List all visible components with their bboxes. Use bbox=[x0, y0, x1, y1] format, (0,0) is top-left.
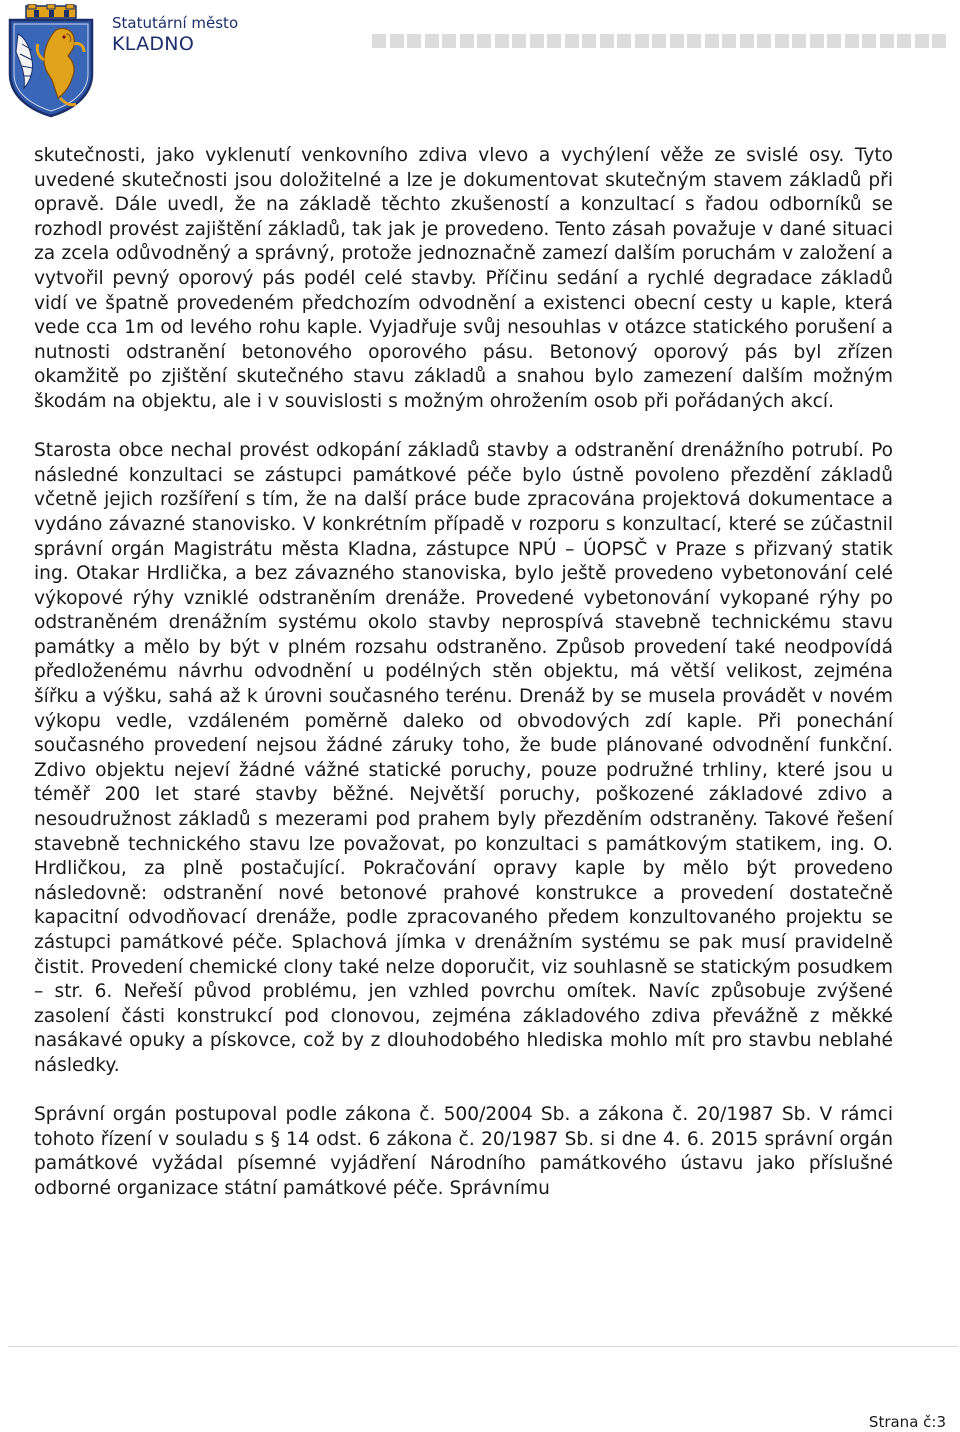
paragraph: Správní orgán postupoval podle zákona č. 500/2004 Sb. a zákona č. 20/1987 Sb. V rámci tohoto řízení v souladu s § 14 odst. 6 zákona č. 20/1987 Sb. si dne 4. 6. 2015 správní orgán památkové vyžádal písemné vyjádření Národního památkového ústavu jako příslušné odborné organizace státní památkové péče. Správnímu bbox=[34, 1104, 893, 1199]
decorative-square bbox=[372, 34, 386, 48]
decorative-square bbox=[670, 34, 684, 48]
decorative-square bbox=[565, 34, 579, 48]
document-body bbox=[34, 144, 893, 1226]
decorative-square bbox=[495, 34, 509, 48]
brand-title: KLADNO bbox=[112, 33, 195, 55]
decorative-square bbox=[635, 34, 649, 48]
page-header bbox=[0, 0, 960, 120]
decorative-square bbox=[845, 34, 859, 48]
decorative-square bbox=[407, 34, 421, 48]
decorative-square bbox=[442, 34, 456, 48]
decorative-square bbox=[617, 34, 631, 48]
decorative-square bbox=[460, 34, 474, 48]
decorative-square bbox=[425, 34, 439, 48]
city-brand bbox=[112, 14, 238, 56]
decorative-square bbox=[582, 34, 596, 48]
decorative-square bbox=[705, 34, 719, 48]
decorative-square bbox=[810, 34, 824, 48]
decorative-square bbox=[880, 34, 894, 48]
city-coat-of-arms-icon bbox=[4, 4, 98, 118]
page-number: Strana č:3 bbox=[868, 1413, 946, 1431]
decorative-square bbox=[722, 34, 736, 48]
decorative-square bbox=[512, 34, 526, 48]
decorative-square bbox=[530, 34, 544, 48]
decorative-square bbox=[600, 34, 614, 48]
decorative-square bbox=[932, 34, 946, 48]
header-decorative-squares bbox=[372, 34, 957, 50]
decorative-square bbox=[477, 34, 491, 48]
paragraph: skutečnosti, jako vyklenutí venkovního zdiva vlevo a vychýlení věže ze svislé osy. Tyto uvedené skutečnosti jsou doložitelné a lze je dokumentovat skutečným stavem základů při opravě. Dále uvedl, že na základě těchto zkušeností a konzultací s řadou odborníků se rozhodl provést zajištění základů, tak jak je provedeno. Tento zásah považuje v dané situaci za zcela odůvodněný a správný, protože jednoznačně zamezí dalším poruchám v založení a vytvořil pevný oporový pás podél celé stavby. Příčinu sedání a rychlé degradace základů vidí ve špatně provedeném předchozím odvodnění a existenci obecní cesty u kaple, která vede cca 1m od levého rohu kaple. Vyjadřuje svůj nesouhlas v otázce statického porušení a nutnosti odstranění betonového oporového pásu. Betonový oporový pás byl zřízen okamžitě po zjištění skutečného stavu základů a snahou bylo zamezení dalším možným škodám na objektu, ale i v souvislosti s možným ohrožením osob při pořádaných akcí. bbox=[34, 145, 893, 412]
brand-subtitle: Statutární město bbox=[112, 14, 239, 32]
decorative-square bbox=[792, 34, 806, 48]
decorative-square bbox=[862, 34, 876, 48]
decorative-square bbox=[757, 34, 771, 48]
footer-divider bbox=[8, 1346, 958, 1347]
decorative-square bbox=[547, 34, 561, 48]
decorative-square bbox=[652, 34, 666, 48]
decorative-square bbox=[915, 34, 929, 48]
decorative-square bbox=[827, 34, 841, 48]
decorative-square bbox=[390, 34, 404, 48]
decorative-square bbox=[687, 34, 701, 48]
decorative-square bbox=[897, 34, 911, 48]
paragraph: Starosta obce nechal provést odkopání základů stavby a odstranění drenážního potrubí. Po následné konzultaci se zástupci památkové péče bylo ústně povoleno přezdění základů včetně jejich rozšíření s tím, že na další práce bude zpracována projektová dokumentace a vydáno závazné stanovisko. V konkrétním případě v rozporu s konzultací, které se zúčastnil správní orgán Magistrátu města Kladna, zástupce NPÚ – ÚOPSČ v Praze s přizvaný statik ing. Otakar Hrdlička, a bez závazného stanoviska, bylo ještě provedeno vybetonování celé výkopové rýhy vzniklé odstraněním drenáže. Provedené vybetonování vykopané rýhy po odstraněném drenážním systému okolo stavby neprospívá stavebně technickému stavu památky a mělo by být v plném rozsahu odstraněno. Způsob provedení také neodpovídá předloženému návrhu odvodnění u podélných stěn objektu, má větší velikost, zejména šířku a výšku, sahá až k úrovni současného terénu. Drenáž by se musela provádět v novém výkopu vedle, vzdáleném poměrně daleko od obvodových zdí kaple. Při ponechání současného provedení nejsou žádné záruky toho, že bude plánované odvodnění funkční. Zdivo objektu nejeví žádné vážné statické poruchy, pouze podružné trhliny, které jsou u téměř 200 let staré stavby běžné. Největší poruchy, poškozené základové zdivo a nesoudružnost základů s mezerami pod prahem byly přezděním odstraněny. Takové řešení stavebně technického stavu lze považovat, po konzultaci s památkovým statikem, ing. O. Hrdličkou, za plně postačující. Pokračování opravy kaple by mělo být provedeno následovně: odstranění nové betonové prahové konstrukce a provedení dostatečně kapacitní odvodňovací drenáže, podle zpracovaného předem konzultovaného projektu se zástupci památkové péče. Splachová jímka v drenážním systému se pak musí pravidelně čistit. Provedení chemické clony také nelze doporučit, viz souhlasně se statickým posudkem – str. 6. Neřeší původ problému, jen vzhled povrchu omítek. Navíc způsobuje zvýšené zasolení části konstrukcí pod clonovou, zejména základového zdiva převážně z měkké nasákavé opuky a pískovce, což by z dlouhodobého hlediska mohlo mít pro stavbu neblahé následky. bbox=[34, 440, 893, 1076]
decorative-square bbox=[775, 34, 789, 48]
decorative-square bbox=[740, 34, 754, 48]
